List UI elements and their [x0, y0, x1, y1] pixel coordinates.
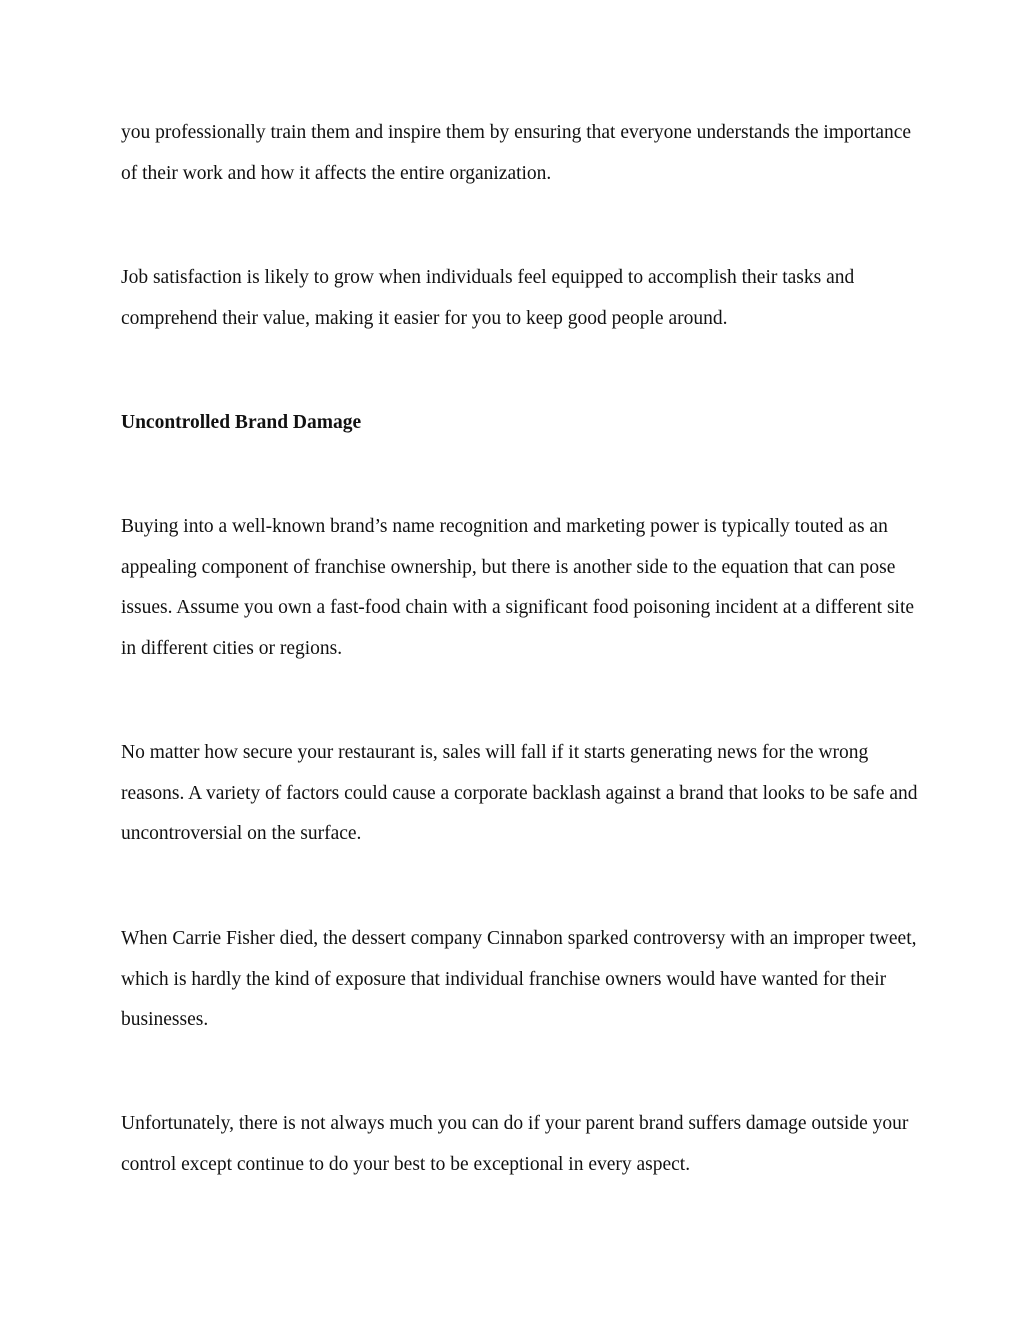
paragraph-brand-recognition: Buying into a well-known brand’s name recognition and marketing power is typically touted as an appealing component of franchise ownership, but there is another side to the equation that can pose issues. Assume you own a fast-food chain with a significant food poisoning incident at a different site in different cities or regions.: [121, 516, 915, 660]
paragraph-training: you professionally train them and inspire them by ensuring that everyone understands the importance of their work and how it affects the entire organization.: [121, 122, 912, 184]
paragraph-job-satisfaction: Job satisfaction is likely to grow when individuals feel equipped to accomplish their tasks and comprehend their value, making it easier for you to keep good people around.: [121, 267, 855, 329]
paragraph-sales-fall: No matter how secure your restaurant is, sales will fall if it starts generating news for the wrong reasons. A variety of factors could cause a corporate backlash against a brand that looks to be safe and uncontroversial on the surface.: [121, 742, 918, 845]
paragraph-parent-brand: Unfortunately, there is not always much you can do if your parent brand suffers damage outside your control except continue to do your best to be exceptional in every aspect.: [121, 1113, 909, 1175]
paragraph-cinnabon: When Carrie Fisher died, the dessert company Cinnabon sparked controversy with an improper tweet, which is hardly the kind of exposure that individual franchise owners would have wanted for their businesses.: [121, 928, 917, 1031]
section-heading: Uncontrolled Brand Damage: [121, 412, 362, 433]
